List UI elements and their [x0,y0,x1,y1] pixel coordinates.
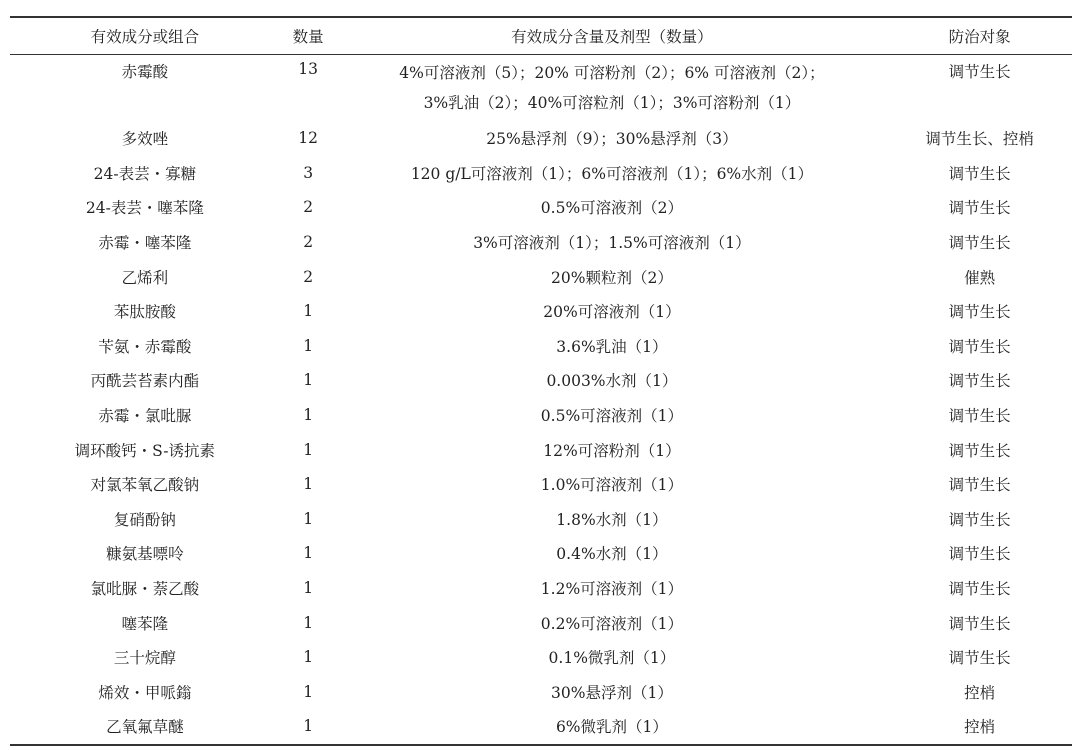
cell-count: 1 [303,440,314,459]
cell-formulation [337,398,888,433]
formulation-line: 3%乳油（2）；40%可溶粒剂（1）；3%可溶粉剂（1） [423,94,801,112]
table-row [10,329,1072,364]
cell-ingredient: 丙酰芸苔素内酯 [90,372,200,391]
cell-formulation [337,156,888,191]
cell-target: 调节生长 [948,580,1011,599]
formulation-line: 0.2%可溶液剂（1） [540,614,684,633]
table-row [10,432,1072,467]
formulation-line: 1.2%可溶液剂（1） [540,580,684,599]
formulation-line: 20%颗粒剂（2） [551,268,673,287]
formulation-line: 0.003%水剂（1） [546,372,678,391]
cell-formulation [337,363,888,398]
cell-count: 2 [303,198,314,217]
cell-count: 12 [298,129,319,148]
formulation-line: 30%悬浮剂（1） [551,683,673,702]
cell-ingredient: 24-表芸・噻苯隆 [85,199,204,218]
cell-target: 调节生长 [948,649,1011,668]
cell-count: 2 [303,233,314,252]
cell-target: 调节生长 [948,164,1011,183]
table-row [10,294,1072,329]
cell-ingredient: 苄氨・赤霉酸 [98,337,192,356]
cell-ingredient: 调环酸钙・S-诱抗素 [74,441,216,460]
formulation-line: 1.0%可溶液剂（1） [540,476,684,495]
cell-formulation [337,709,888,745]
formulation-line: 0.5%可溶液剂（1） [540,407,684,426]
cell-formulation [337,432,888,467]
formulation-line: 0.1%微乳剂（1） [548,649,676,668]
cell-target: 调节生长 [948,407,1011,426]
cell-target: 调节生长 [948,63,1011,81]
table-row [10,709,1072,745]
cell-ingredient: 烯效・甲哌鎓 [98,683,192,702]
cell-ingredient: 赤霉酸 [121,63,169,81]
cell-target: 催熟 [964,268,996,287]
cell-ingredient: 复硝酚钠 [113,510,176,529]
table-row [10,259,1072,294]
formulation-line: 12%可溶粉剂（1） [543,441,681,460]
cell-target: 调节生长 [948,199,1011,218]
cell-count: 3 [303,163,314,182]
cell-formulation [337,259,888,294]
table-row [10,571,1072,606]
cell-count: 1 [303,509,314,528]
formulation-line: 4%可溶液剂（5）；20% 可溶粉剂（2）；6% 可溶液剂（2）； [399,64,825,82]
cell-count: 1 [303,579,314,598]
formulation-line: 120 g/L可溶液剂（1）；6%可溶液剂（1）；6%水剂（1） [410,164,814,183]
cell-count: 2 [303,267,314,286]
formulation-line: 25%悬浮剂（9）；30%悬浮剂（3） [486,130,738,149]
cell-count: 1 [303,475,314,494]
cell-formulation [337,55,888,122]
cell-formulation [337,640,888,675]
cell-count: 1 [303,613,314,632]
table-row [10,363,1072,398]
cell-target: 调节生长 [948,372,1011,391]
cell-count: 1 [303,717,314,736]
table-row [10,536,1072,571]
cell-formulation [337,605,888,640]
table-row [10,502,1072,537]
table-row [10,156,1072,191]
cell-formulation [337,675,888,710]
cell-count: 1 [303,336,314,355]
cell-ingredient: 氯吡脲・萘乙酸 [90,580,200,599]
formulation-line: 3%可溶液剂（1）；1.5%可溶液剂（1） [473,234,751,253]
cell-formulation [337,536,888,571]
formulation-line: 20%可溶液剂（1） [543,303,681,322]
cell-formulation [337,294,888,329]
cell-target: 调节生长 [948,337,1011,356]
table-row [10,190,1072,225]
cell-target: 调节生长 [948,234,1011,253]
cell-target: 控梢 [964,718,996,737]
cell-target: 调节生长、控梢 [925,130,1034,149]
header-count: 数量 [292,28,324,46]
formulation-line: 0.4%水剂（1） [556,545,668,564]
cell-ingredient: 24-表芸・寡糖 [93,164,197,183]
header-row [10,17,1072,55]
cell-formulation [337,571,888,606]
cell-ingredient: 乙氧氟草醚 [106,718,184,737]
cell-target: 调节生长 [948,476,1011,495]
formulation-line: 6%微乳剂（1） [555,718,668,737]
cell-ingredient: 多效唑 [121,130,169,149]
cell-target: 调节生长 [948,441,1011,460]
formulation-line: 3.6%乳油（1） [556,337,668,356]
cell-ingredient: 糠氨基嘌呤 [106,545,184,564]
cell-count: 1 [303,648,314,667]
cell-formulation [337,467,888,502]
table-row [10,675,1072,710]
cell-count: 1 [303,406,314,425]
cell-count: 1 [303,682,314,701]
table-row [10,640,1072,675]
table-row [10,398,1072,433]
table-row [10,225,1072,260]
cell-target: 调节生长 [948,510,1011,529]
cell-count: 13 [298,60,319,78]
registration-table-container [10,16,1072,746]
cell-formulation [337,225,888,260]
cell-count: 1 [303,371,314,390]
cell-formulation [337,190,888,225]
table-row [10,605,1072,640]
table-row [10,55,1072,122]
cell-target: 调节生长 [948,614,1011,633]
formulation-line: 0.5%可溶液剂（2） [540,199,684,218]
cell-target: 调节生长 [948,303,1011,322]
cell-ingredient: 三十烷醇 [113,649,176,668]
cell-formulation [337,329,888,364]
formulation-line: 1.8%水剂（1） [556,510,668,529]
cell-ingredient: 苯肽胺酸 [113,303,176,322]
cell-count: 1 [303,544,314,563]
header-ingredient: 有效成分或组合 [90,28,200,46]
cell-ingredient: 赤霉・噻苯隆 [98,234,192,253]
cell-target: 调节生长 [948,545,1011,564]
cell-ingredient: 对氯苯氧乙酸钠 [90,476,200,495]
cell-target: 控梢 [964,683,996,702]
cell-ingredient: 赤霉・氯吡脲 [98,407,192,426]
header-formulation: 有效成分含量及剂型（数量） [511,28,713,46]
registration-table [10,16,1072,746]
cell-formulation [337,121,888,156]
table-row [10,121,1072,156]
table-row [10,467,1072,502]
header-target: 防治对象 [948,28,1011,46]
table-header [10,17,1072,55]
cell-count: 1 [303,302,314,321]
cell-formulation [337,502,888,537]
cell-ingredient: 噻苯隆 [121,614,169,633]
cell-ingredient: 乙烯利 [121,268,169,287]
table-body [10,55,1072,745]
